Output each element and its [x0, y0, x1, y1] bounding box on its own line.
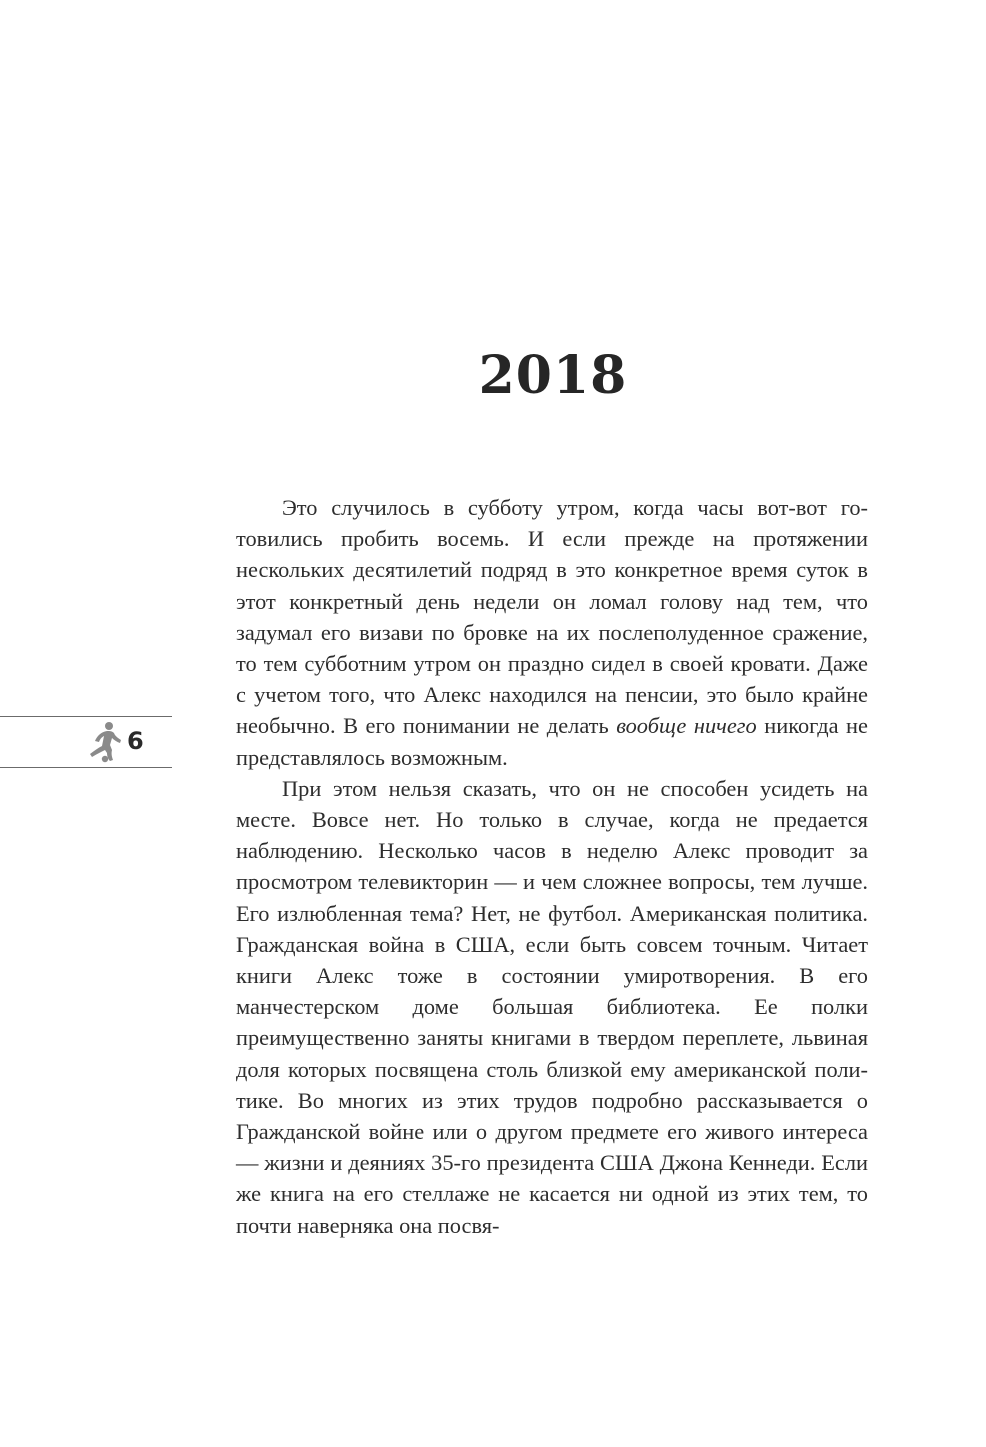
- soccer-player-icon: [86, 721, 126, 763]
- paragraph: При этом нельзя сказать, что он не способен усидеть на месте. Вовсе нет. Но только в случае, когда не предается наблюдению. Несколько часов в неделю Алекс проводит за просмотром телевикторин — и чем сложнее вопросы, тем лучше. Его излюбленная тема? Нет, не футбол. Американская политика. Гражданская война в США, если быть совсем точным. Читает книги Алекс тоже в состоянии умиротворения. В его манчестерском доме большая библиотека. Ее полки преимущественно заняты книгами в твердом переплете, львиная доля которых посвящена столь близкой ему американской политике. Во многих из этих трудов подробно рассказывается о Гражданской войне или о другом предмете его живого интереса — жизни и деяниях 35-го президента США Джона Кеннеди. Если же книга на его стеллаже не касается ни одной из этих тем, то почти наверняка она посвя-: [236, 775, 868, 1238]
- page-marker: [0, 716, 172, 768]
- page-number: 6: [127, 727, 144, 755]
- chapter-title: 2018: [478, 345, 628, 406]
- marker-rule-top: [0, 716, 172, 717]
- emphasis-text: вообще ничего: [616, 713, 757, 739]
- paragraph-text: Это случилось в субботу утром, когда часы вот-вот готовились пробить восемь. И если прежде на протяжении нескольких десятилетий подряд в это конкретное время суток в этот конкретный день недели он ломал голову над тем, что задумал его визави по бровке на их послеполуденное сражение, то тем субботним утром он праздно сидел в своей кровати. Даже с учетом того, что Алекс находился на пенсии, это было крайне необычно. В его понимании не делать: [236, 495, 868, 739]
- body-text: [236, 492, 868, 1241]
- paragraph-text: никогда не представлялось возможным.: [236, 713, 868, 770]
- paragraph: [236, 492, 868, 773]
- marker-rule-bottom: [0, 767, 172, 768]
